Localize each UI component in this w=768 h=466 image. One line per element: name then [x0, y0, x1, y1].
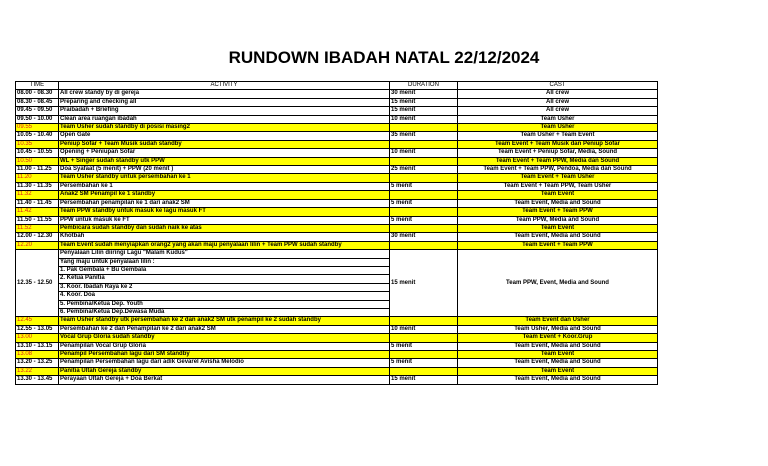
activity-cell: Persembahan penampilan ke 1 dari anak2 SM — [59, 199, 390, 207]
duration-cell — [390, 174, 458, 182]
activity-cell: Opening + Peniupan Sofar — [59, 149, 390, 157]
time-cell: 11.52 — [16, 224, 59, 232]
activity-cell: Penampilan Vocal Grup Gloria — [59, 342, 390, 350]
activity-cell: Peniup Sofar + Team Musik sudah standby — [59, 140, 390, 148]
table-row — [16, 132, 658, 140]
merged-activity-line: 3. Koor. Ibadah Raya ke 2 — [59, 283, 390, 291]
table-row — [16, 115, 658, 123]
table-row — [16, 367, 658, 375]
merged-activity-line: 4. Koor. Doa — [59, 292, 390, 300]
duration-cell: 10 menit — [390, 115, 458, 123]
time-cell: 09.45 - 09.50 — [16, 107, 59, 115]
cast-cell: Team Event + Team PPW — [458, 208, 658, 216]
activity-cell: Panitia Ultah Gereja standby — [59, 367, 390, 375]
cast-cell: Team Event — [458, 351, 658, 359]
merged-duration-cell: 15 menit — [390, 250, 458, 317]
table-row — [16, 342, 658, 350]
duration-cell — [390, 241, 458, 249]
rundown-table — [15, 81, 658, 385]
duration-cell — [390, 367, 458, 375]
table-row — [16, 334, 658, 342]
activity-cell: All crew standy by di gereja — [59, 90, 390, 98]
time-cell: 13.10 - 13.15 — [16, 342, 59, 350]
cast-cell: Team Event + Team Usher — [458, 174, 658, 182]
table-row — [16, 224, 658, 232]
time-cell: 13.08 — [16, 351, 59, 359]
time-cell: 12.20 — [16, 241, 59, 249]
duration-cell: 15 menit — [390, 107, 458, 115]
time-cell: 13.00 — [16, 334, 59, 342]
table-row — [16, 98, 658, 106]
time-cell: 10.35 — [16, 140, 59, 148]
time-cell: 09.55 — [16, 124, 59, 132]
cast-cell: Team Event, Media and Sound — [458, 359, 658, 367]
duration-cell: 35 menit — [390, 132, 458, 140]
activity-cell: Penampilan Persembahan lagu dari adik Gevarel Avisha Melodio — [59, 359, 390, 367]
activity-cell: Doa Syafaat (5 menit) + PPW (20 menit ) — [59, 166, 390, 174]
time-cell: 11.40 - 11.45 — [16, 199, 59, 207]
duration-cell — [390, 208, 458, 216]
duration-cell: 5 menit — [390, 199, 458, 207]
activity-cell: Open Gate — [59, 132, 390, 140]
cast-cell: Team Event + Team PPW, Media dan Sound — [458, 157, 658, 165]
cast-cell: Team Event + Peniup Sofar, Media, Sound — [458, 149, 658, 157]
table-row — [16, 182, 658, 190]
table-row — [16, 233, 658, 241]
table-row — [16, 241, 658, 249]
merged-activity-line: 5. Pembina/Ketua Dep. Youth — [59, 300, 390, 308]
activity-cell: WL + Singer sudah standby utk PPW — [59, 157, 390, 165]
table-row — [16, 174, 658, 182]
duration-cell — [390, 317, 458, 325]
header-activity: ACTIVITY — [59, 82, 390, 90]
duration-cell: 10 menit — [390, 325, 458, 333]
time-cell: 12.55 - 13.05 — [16, 325, 59, 333]
time-cell: 13.22 — [16, 367, 59, 375]
table-row — [16, 124, 658, 132]
table-body — [16, 90, 658, 384]
cast-cell: All crew — [458, 107, 658, 115]
cast-cell: Team Usher — [458, 115, 658, 123]
table-row — [16, 90, 658, 98]
cast-cell: Team Usher — [458, 124, 658, 132]
time-cell: 11.00 - 11.25 — [16, 166, 59, 174]
cast-cell: Team Event + Team Musik dan Peniup Sofar — [458, 140, 658, 148]
merged-cast-cell: Team PPW, Event, Media and Sound — [458, 250, 658, 317]
cast-cell: Team Event, Media and Sound — [458, 199, 658, 207]
duration-cell: 5 menit — [390, 359, 458, 367]
table-row — [16, 107, 658, 115]
duration-cell: 5 menit — [390, 216, 458, 224]
duration-cell — [390, 224, 458, 232]
activity-cell: PPW untuk masuk ke FT — [59, 216, 390, 224]
merged-activity-line: Penyalaan Lilin diiringi Lagu "Malam Kudus" — [59, 250, 390, 258]
table-row — [16, 199, 658, 207]
table-row — [16, 208, 658, 216]
duration-cell: 30 menit — [390, 233, 458, 241]
activity-cell: Team PPW standby untuk masuk ke lagu masuk FT — [59, 208, 390, 216]
activity-cell: Anak2 SM Penampil ke 1 standby — [59, 191, 390, 199]
cast-cell: Team Event + Koor.Grup — [458, 334, 658, 342]
time-cell: 12.00 - 12.30 — [16, 233, 59, 241]
activity-cell: Praibadah + Briefing — [59, 107, 390, 115]
merged-activity-line: 6. Pembina/Ketua Dep.Dewasa Muda — [59, 308, 390, 316]
activity-cell: Persembahan ke 2 dan Penampilan ke 2 dari anak2 SM — [59, 325, 390, 333]
header-row — [16, 82, 658, 90]
duration-cell — [390, 191, 458, 199]
cast-cell: Team PPW, Media and Sound — [458, 216, 658, 224]
activity-cell: Team Event sudah menyiapkan orang2 yang akan maju penyalaan lilin + Team PPW sudah standby — [59, 241, 390, 249]
table-row — [16, 351, 658, 359]
table-row — [16, 376, 658, 384]
time-cell: 11.42 — [16, 208, 59, 216]
header-duration: DURATION — [390, 82, 458, 90]
cast-cell: Team Event + Team PPW, Pendoa, Media dan Sound — [458, 166, 658, 174]
cast-cell: Team Usher, Media and Sound — [458, 325, 658, 333]
duration-cell — [390, 334, 458, 342]
activity-cell: Penampil Persembahan lagu dari SM standby — [59, 351, 390, 359]
merged-activity-line: 2. Ketua Panitia — [59, 275, 390, 283]
time-cell: 10.45 - 10.55 — [16, 149, 59, 157]
merged-time-cell: 12.35 - 12.50 — [16, 250, 59, 317]
table-row — [16, 317, 658, 325]
table-row — [16, 157, 658, 165]
table-row — [16, 140, 658, 148]
page-title: RUNDOWN IBADAH NATAL 22/12/2024 — [228, 48, 540, 67]
table-row — [16, 359, 658, 367]
cast-cell: Team Event, Media and Sound — [458, 376, 658, 384]
activity-cell: Team Usher standby utk persembahan ke 2 dan anak2 SM utk penampil ke 2 sudah standby — [59, 317, 390, 325]
activity-cell: Clean area ruangan ibadah — [59, 115, 390, 123]
cast-cell: Team Event + Team PPW — [458, 241, 658, 249]
cast-cell: Team Event, Media and Sound — [458, 342, 658, 350]
duration-cell: 15 menit — [390, 376, 458, 384]
duration-cell — [390, 157, 458, 165]
merged-activity-line: Yang maju untuk penyalaan lilin : — [59, 258, 390, 266]
table-row — [16, 191, 658, 199]
activity-cell: Team Usher standby untuk persembahan ke 1 — [59, 174, 390, 182]
cast-cell: Team Event, Media and Sound — [458, 233, 658, 241]
time-cell: 11.50 - 11.55 — [16, 216, 59, 224]
duration-cell: 30 menit — [390, 90, 458, 98]
duration-cell — [390, 351, 458, 359]
time-cell: 10.50 — [16, 157, 59, 165]
activity-cell: Perayaan Ultah Gereja + Doa Berkat — [59, 376, 390, 384]
activity-cell: Preparing and checking all — [59, 98, 390, 106]
header-time: TIME — [16, 82, 59, 90]
table-row — [16, 216, 658, 224]
activity-cell: Persembahan ke 1 — [59, 182, 390, 190]
cast-cell: Team Event dan Usher — [458, 317, 658, 325]
time-cell: 09.50 - 10.00 — [16, 115, 59, 123]
table-row — [16, 149, 658, 157]
duration-cell — [390, 140, 458, 148]
duration-cell: 10 menit — [390, 149, 458, 157]
duration-cell: 5 menit — [390, 342, 458, 350]
cast-cell: Team Event — [458, 191, 658, 199]
cast-cell: All crew — [458, 98, 658, 106]
duration-cell: 5 menit — [390, 182, 458, 190]
time-cell: 11.30 - 11.35 — [16, 182, 59, 190]
time-cell: 13.20 - 13.25 — [16, 359, 59, 367]
cast-cell: All crew — [458, 90, 658, 98]
activity-cell: Khotbah — [59, 233, 390, 241]
time-cell: 12.45 — [16, 317, 59, 325]
time-cell: 10.05 - 10.40 — [16, 132, 59, 140]
duration-cell — [390, 124, 458, 132]
activity-cell: Vocal Grup Gloria sudah standby — [59, 334, 390, 342]
duration-cell: 25 menit — [390, 166, 458, 174]
cast-cell: Team Event — [458, 367, 658, 375]
table-row — [16, 325, 658, 333]
header-cast: CAST — [458, 82, 658, 90]
cast-cell: Team Usher + Team Event — [458, 132, 658, 140]
table-row — [16, 166, 658, 174]
time-cell: 11.32 — [16, 191, 59, 199]
table-row — [16, 250, 658, 258]
time-cell: 08.00 - 08.30 — [16, 90, 59, 98]
time-cell: 08.30 - 08.45 — [16, 98, 59, 106]
activity-cell: Pembicara sudah standby dan sudah naik ke atas — [59, 224, 390, 232]
merged-activity-line: 1. Pak Gembala + Bu Gembala — [59, 266, 390, 274]
activity-cell: Team Usher sudah standby di posisi masing2 — [59, 124, 390, 132]
cast-cell: Team Event + Team PPW, Team Usher — [458, 182, 658, 190]
time-cell: 13.30 - 13.45 — [16, 376, 59, 384]
cast-cell: Team Event — [458, 224, 658, 232]
duration-cell: 15 menit — [390, 98, 458, 106]
time-cell: 11.20 — [16, 174, 59, 182]
